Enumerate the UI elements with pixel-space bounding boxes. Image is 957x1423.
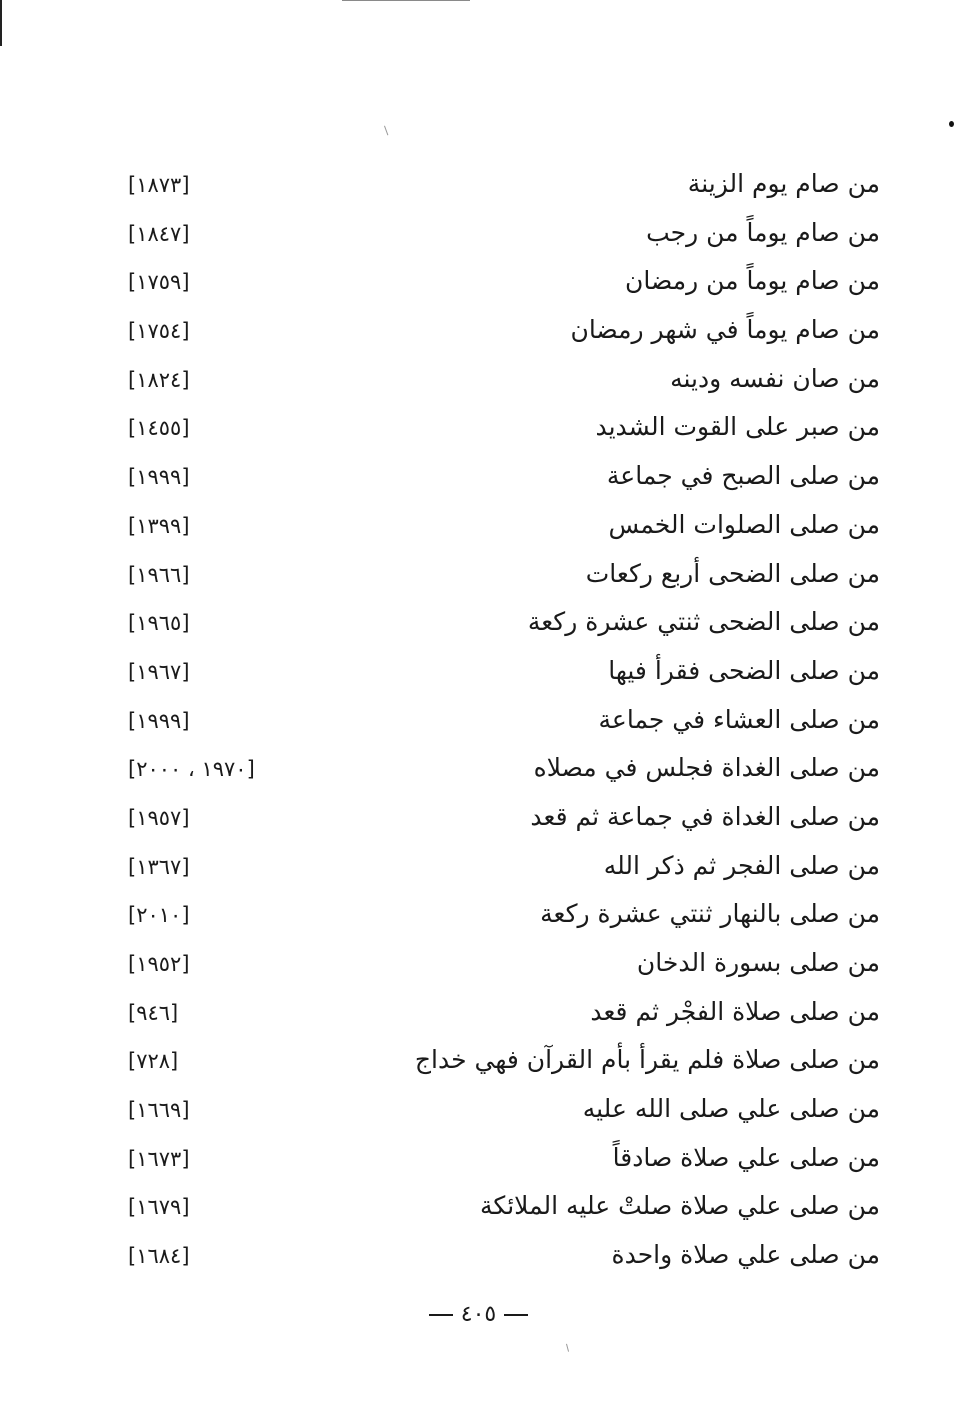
page-number-dash [504,1314,528,1316]
stray-mark [566,1344,569,1352]
stray-mark [384,126,388,136]
list-item [120,1136,880,1185]
entry-phrase: من صام يوم الزينة [687,169,880,198]
entry-reference: [١٩٦٦] [128,562,190,587]
list-item [120,600,880,649]
list-item [120,259,880,308]
entry-reference: [٩٤٦] [128,1000,179,1025]
entry-phrase: من صان نفسه ودينه [670,363,880,393]
entry-phrase: من صام يوماً من رجب [646,217,880,247]
entry-phrase: من صلى علي صلاة واحدة [611,1240,880,1270]
entry-phrase: من صلى الصلوات الخمس [608,509,880,539]
list-item [120,990,880,1039]
entry-reference: [١٧٥٤] [128,319,190,344]
list-item [120,746,880,795]
list-item [120,162,880,211]
list-item [120,1184,880,1233]
entry-phrase: من صلى الغداة في جماعة ثم قعد [530,801,880,831]
entry-reference: [١٩٥٢] [128,952,190,976]
entry-phrase: من صلى الغداة فجلس في مصلاه [533,753,880,783]
entry-reference: [١٩٦٥] [128,611,190,636]
entry-phrase: من صلى صلاة الفجْر ثم قعد [590,996,880,1026]
list-item [120,503,880,552]
list-item [120,308,880,357]
entry-phrase: من صلى الضحى أربع ركعات [585,558,880,588]
entry-reference: [١٤٥٥] [128,416,190,441]
index-list [120,162,880,1282]
list-item [120,795,880,844]
list-item [120,552,880,601]
page-number-dash [429,1314,453,1316]
entry-reference: [١٦٧٣] [128,1146,190,1171]
list-item [120,941,880,990]
entry-phrase: من صلى الضحى فقرأ فيها [608,655,880,685]
entry-phrase: من صلى علي صلاة صلتْ عليه الملائكة [479,1191,880,1221]
entry-reference: [١٣٩٩] [128,513,190,538]
entry-phrase: من صلى بالنهار ثنتي عشرة ركعة [540,899,880,929]
list-item [120,1087,880,1136]
entry-phrase: من صلى الضحى ثنتي عشرة ركعة [527,607,880,637]
entry-phrase: من صلى علي صلاة صادقاً [612,1142,880,1172]
entry-reference: [١٨٤٧] [128,221,190,246]
entry-reference: [١٨٢٤] [128,367,190,392]
entry-reference: [٢٠١٠] [128,903,190,928]
list-item [120,211,880,260]
list-item [120,1233,880,1282]
entry-phrase: من صام يوماً في شهر رمضان [570,315,880,345]
list-item [120,892,880,941]
top-rule [342,0,470,1]
entry-phrase: من صلى العشاء في جماعة [598,704,880,734]
entry-reference: [١٨٧٣] [128,173,190,197]
entry-reference: [١٩٩٩] [128,708,190,733]
entry-phrase: من صلى الفجر ثم ذكر الله [603,850,880,880]
entry-reference: [١٩٦٧] [128,659,190,684]
entry-reference: [١٩٧٠ ، ٢٠٠٠] [128,757,255,782]
entry-reference: [١٩٩٩] [128,465,190,490]
list-item [120,405,880,454]
list-item [120,454,880,503]
list-item [120,844,880,893]
list-item [120,649,880,698]
page-number [0,1298,957,1332]
scan-edge-mark [0,0,2,46]
list-item [120,1038,880,1087]
entry-phrase: من صبر على القوت الشديد [595,412,880,442]
entry-reference: [١٦٨٤] [128,1244,190,1269]
list-item [120,357,880,406]
ink-dot [949,121,954,127]
entry-phrase: من صلى صلاة فلم يقرأ بأم القرآن فهي خداج [414,1045,880,1075]
entry-phrase: من صلى الصبح في جماعة [606,461,880,491]
entry-phrase: من صام يوماً من رمضان [625,266,880,296]
entry-reference: [١٦٧٩] [128,1195,190,1220]
entry-reference: [١٦٦٩] [128,1098,190,1123]
entry-reference: [١٩٥٧] [128,805,190,830]
page-number-text: ٤٠٥ [460,1302,497,1327]
list-item [120,698,880,747]
entry-reference: [١٧٥٩] [128,270,190,295]
entry-phrase: من صلى بسورة الدخان [636,948,880,977]
entry-phrase: من صلى علي صلى الله عليه [582,1094,880,1124]
entry-reference: [١٣٦٧] [128,854,190,879]
entry-reference: [٧٢٨] [128,1049,179,1074]
